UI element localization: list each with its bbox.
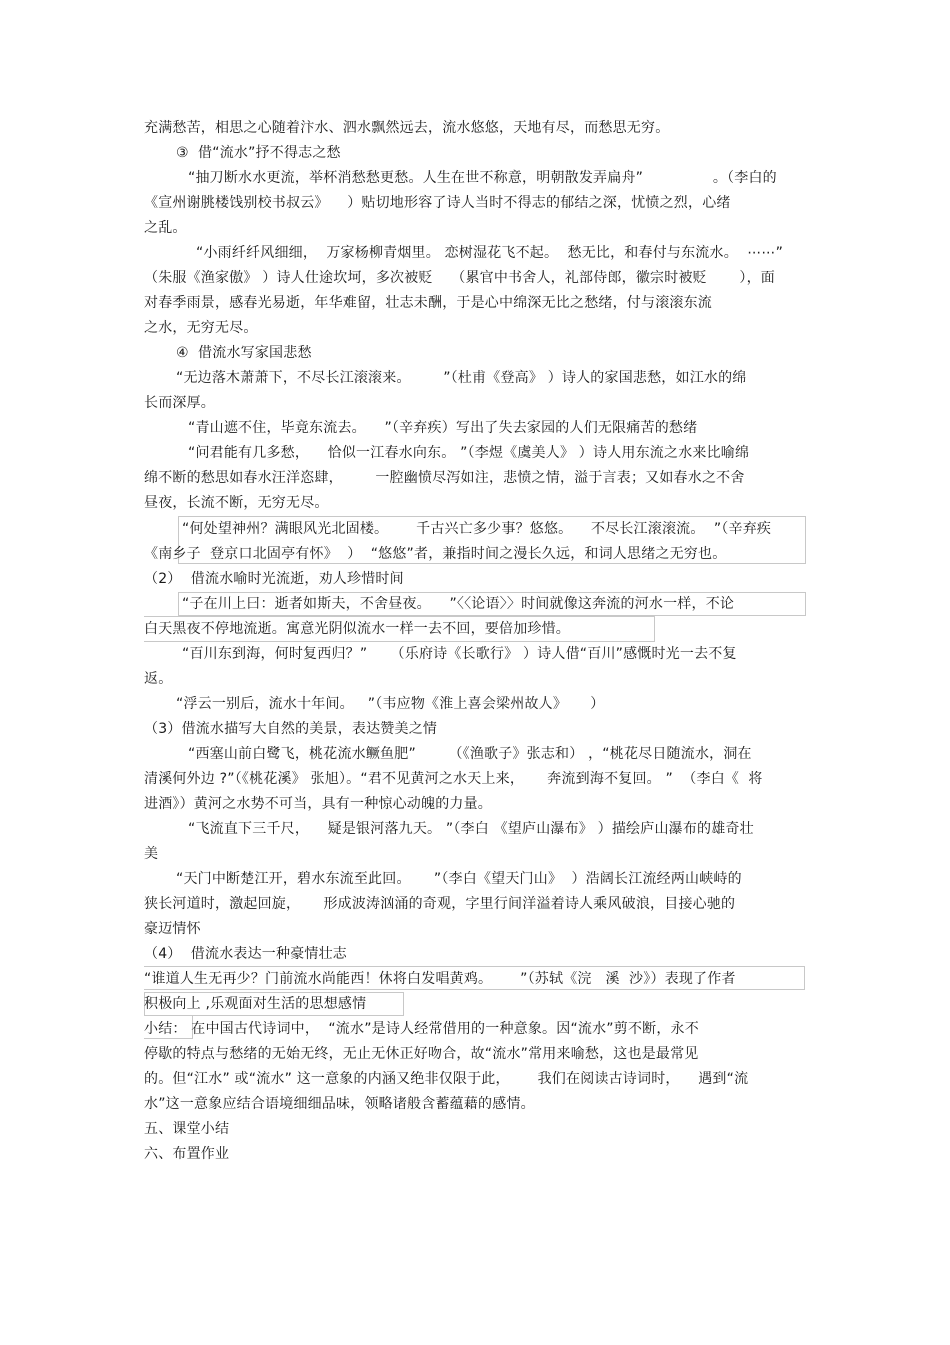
text-line: “问君能有几多愁， 恰似一江春水向东。 ”（李煜《虞美人》 ）诗人用东流之水来比喻绵: [188, 445, 750, 461]
text-line: 之水，无穷无尽。: [144, 320, 258, 336]
text-line: 白天黑夜不停地流逝。寓意光阴似流水一样一去不回，要倍加珍惜。: [144, 621, 570, 637]
text-line: “飞流直下三千尺， 疑是银河落九天。 ”（李白 《望庐山瀑布》 ）描绘庐山瀑布的雄奇壮: [188, 821, 754, 837]
text-line: 《南乡子 登京口北固亭有怀》 ） “悠悠”者，兼指时间之漫长久远，和词人思绪之无穷也。: [144, 546, 727, 562]
text-line: “浮云一别后，流水十年间。 ”（韦应物《淮上喜会梁州故人》 ）: [176, 696, 605, 712]
section-heading: （3）借流水描写大自然的美景，表达赞美之情: [144, 721, 438, 737]
text-line: 绵不断的愁思如春水汪洋恣肆， 一腔幽愤尽泻如注，悲愤之情，溢于言表；又如春水之不舍: [144, 470, 745, 486]
text-line: 返。: [144, 671, 173, 687]
summary-line: 小结： 在中国古代诗词中， “流水”是诗人经常借用的一种意象。因“流水”剪不断，永不: [144, 1021, 699, 1037]
section-heading: 五、课堂小结: [144, 1121, 230, 1137]
text-line: “抽刀断水水更流，举杯消愁愁更愁。人生在世不称意，明朝散发弄扁舟” 。（李白的: [188, 170, 777, 186]
text-line: 清溪何外边 ?”（《桃花溪》 张旭）。“君不见黄河之水天上来， 奔流到海不复回。 ” （李白《 将: [144, 771, 763, 787]
section-heading: （2） 借流水喻时光流逝，劝人珍惜时间: [144, 571, 404, 587]
text-line: 《宣州谢朓楼饯别校书叔云》 ）贴切地形容了诗人当时不得志的郁结之深，忧愤之烈，心绪: [144, 195, 731, 211]
text-line: “小雨纤纤风细细， 万家杨柳青烟里。 恋树湿花飞不起。 愁无比，和春付与东流水。 ⋯⋯”: [196, 245, 784, 261]
section-heading: 六、布置作业: [144, 1146, 230, 1162]
text-line: “西塞山前白鹭飞，桃花流水鳜鱼肥” （《渔歌子》张志和） ，“桃花尽日随流水，洞在: [188, 746, 752, 762]
text-line: “子在川上曰：逝者如斯夫，不舍昼夜。 ”〈〈论语〉〉时间就像这奔流的河水一样，不论: [182, 596, 735, 612]
text-line: （朱服《渔家傲》 ）诗人仕途坎坷，多次被贬 （累官中书舍人，礼部侍郎，徽宗时被贬 ），面: [144, 270, 775, 286]
text-line: “何处望神州？满眼风光北固楼。 千古兴亡多少事？悠悠。 不尽长江滚滚流。 ”（辛弃疾: [182, 521, 772, 537]
text-line: 进酒》）黄河之水势不可当，具有一种惊心动魄的力量。: [144, 796, 492, 812]
text-line: “百川东到海，何时复西归？” （乐府诗《长歌行》 ）诗人借“百川”感慨时光一去不复: [182, 646, 737, 662]
text-line: “青山遮不住，毕竟东流去。 ”（辛弃疾）写出了失去家园的人们无限痛苦的愁绪: [188, 420, 698, 436]
subheading: ③ 借“流水”抒不得志之愁: [176, 145, 341, 161]
text-line: “天门中断楚江开，碧水东流至此回。 ”（李白《望天门山》 ）浩阔长江流经两山峡峙的: [176, 871, 742, 887]
text-line: 积极向上 ,乐观面对生活的思想感情: [144, 996, 367, 1012]
text-line: 充满愁苦，相思之心随着汴水、泗水飘然远去，流水悠悠，天地有尽，而愁思无穷。: [144, 120, 670, 136]
text-line: “谁道人生无再少？门前流水尚能西！休将白发唱黄鸡。 ”（苏轼《浣 溪 沙》）表现了作者: [144, 971, 736, 987]
text-line: 狭长河道时，激起回旋， 形成波涛汹涌的奇观，字里行间洋溢着诗人乘风破浪，目接心驰的: [144, 896, 736, 912]
summary-line: 的。但“江水” 或“流水” 这一意象的内涵又绝非仅限于此， 我们在阅读古诗词时， 遇到“流: [144, 1071, 749, 1087]
text-line: 豪迈情怀: [144, 921, 201, 937]
summary-line: 停歇的特点与愁绪的无始无终，无止无休正好吻合，故“流水”常用来喻愁，这也是最常见: [144, 1046, 699, 1062]
text-line: 对春季雨景，感春光易逝，年华难留，壮志未酬，于是心中绵深无比之愁绪，付与滚滚东流: [144, 295, 712, 311]
subheading: ④ 借流水写家国悲愁: [176, 345, 312, 361]
summary-line: 水”这一意象应结合语境细细品味，领略诸般含蓄蕴藉的感情。: [144, 1096, 535, 1112]
text-line: 长而深厚。: [144, 395, 215, 411]
text-line: 美: [144, 846, 159, 862]
section-heading: （4） 借流水表达一种豪情壮志: [144, 946, 348, 962]
text-line: “无边落木萧萧下，不尽长江滚滚来。 ”（杜甫《登高》 ）诗人的家国悲愁，如江水的绵: [176, 370, 747, 386]
text-line: 昼夜，长流不断，无穷无尽。: [144, 495, 329, 511]
text-line: 之乱。: [144, 220, 187, 236]
